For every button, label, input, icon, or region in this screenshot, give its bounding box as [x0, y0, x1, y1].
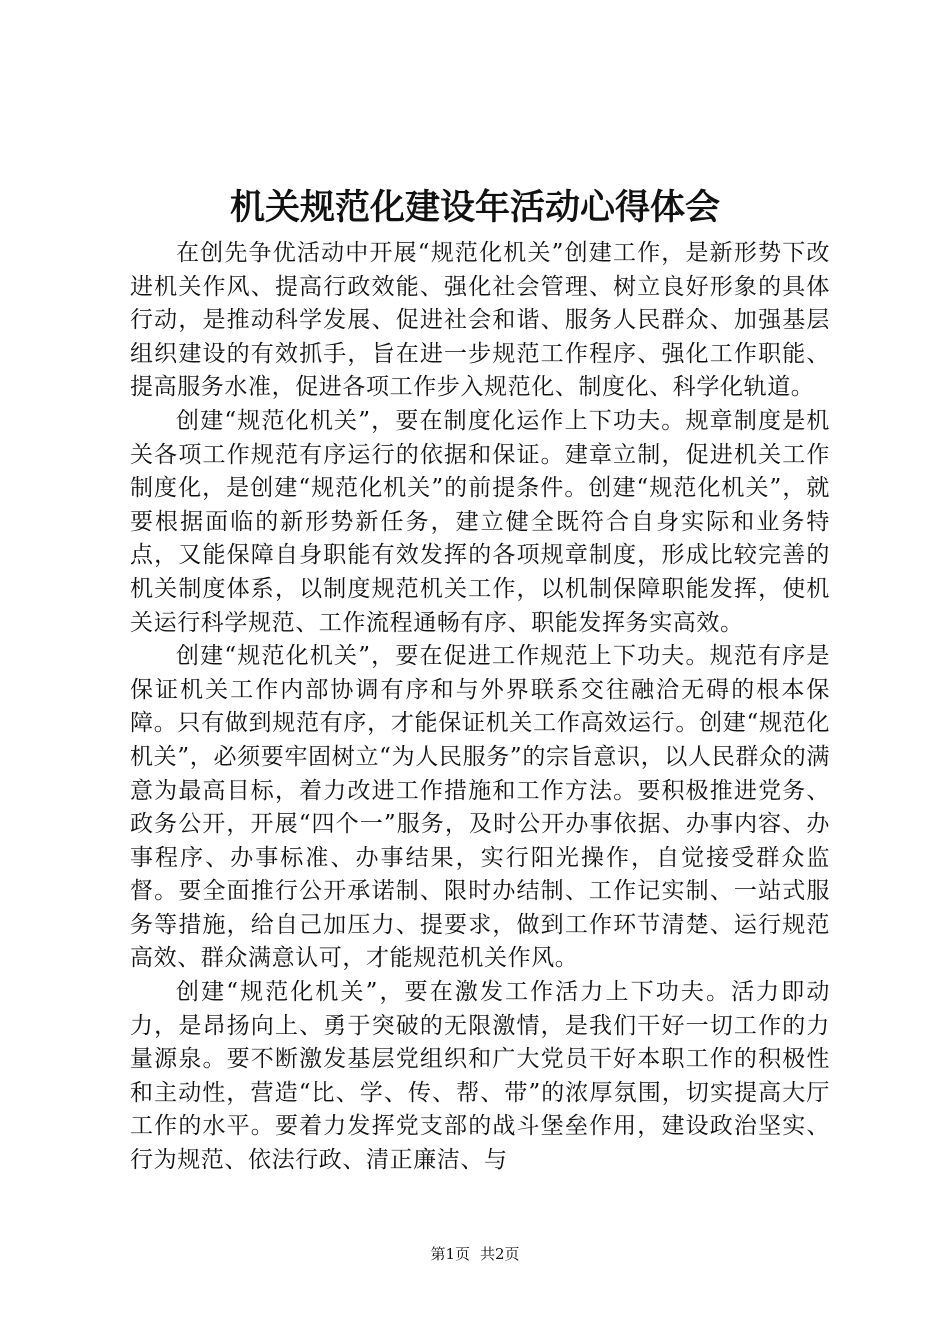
document-title: 机关规范化建设年活动心得体会 [229, 187, 720, 228]
paragraph: 创建“规范化机关”，要在激发工作活力上下功夫。活力即动力，是昂扬向上、勇于突破的无限激情，是我们干好一切工作的力量源泉。要不断激发基层党组织和广大党员干好本职工作的积极性和主动性，营造“比、学、传、帮、带”的浓厚氛围，切实提高大厅工作的水平。要着力发挥党支部的战斗堡垒作用，建设政治坚实、行为规范、依法行政、清正廉洁、与 [130, 979, 830, 1174]
document-body [130, 237, 830, 1178]
page-number: 第1页 [430, 1245, 470, 1263]
paragraph: 在创先争优活动中开展“规范化机关”创建工作，是新形势下改进机关作风、提高行政效能、强化社会管理、树立良好形象的具体行动，是推动科学发展、促进社会和谐、服务人民群众、加强基层组织建设的有效抓手，旨在进一步规范工作程序、强化工作职能、提高服务水准，促进各项工作步入规范化、制度化、科学化轨道。 [130, 240, 830, 401]
page-footer [0, 1243, 950, 1265]
page-total: 共2页 [480, 1245, 520, 1263]
paragraph: 创建“规范化机关”，要在制度化运作上下功夫。规章制度是机关各项工作规范有序运行的依据和保证。建章立制，促进机关工作制度化，是创建“规范化机关”的前提条件。创建“规范化机关”，就要根据面临的新形势新任务，建立健全既符合自身实际和业务特点，又能保障自身职能有效发挥的各项规章制度，形成比较完善的机关制度体系，以制度规范机关工作，以机制保障职能发挥，使机关运行科学规范、工作流程通畅有序、职能发挥务实高效。 [130, 407, 830, 636]
paragraph: 创建“规范化机关”，要在促进工作规范上下功夫。规范有序是保证机关工作内部协调有序和与外界联系交往融洽无碍的根本保障。只有做到规范有序，才能保证机关工作高效运行。创建“规范化机关”，必须要牢固树立“为人民服务”的宗旨意识，以人民群众的满意为最高目标，着力改进工作措施和工作方法。要积极推进党务、政务公开，开展“四个一”服务，及时公开办事依据、办事内容、办事程序、办事标准、办事结果，实行阳光操作，自觉接受群众监督。要全面推行公开承诺制、限时办结制、工作记实制、一站式服务等措施，给自己加压力、提要求，做到工作环节清楚、运行规范高效、群众满意认可，才能规范机关作风。 [130, 643, 830, 972]
